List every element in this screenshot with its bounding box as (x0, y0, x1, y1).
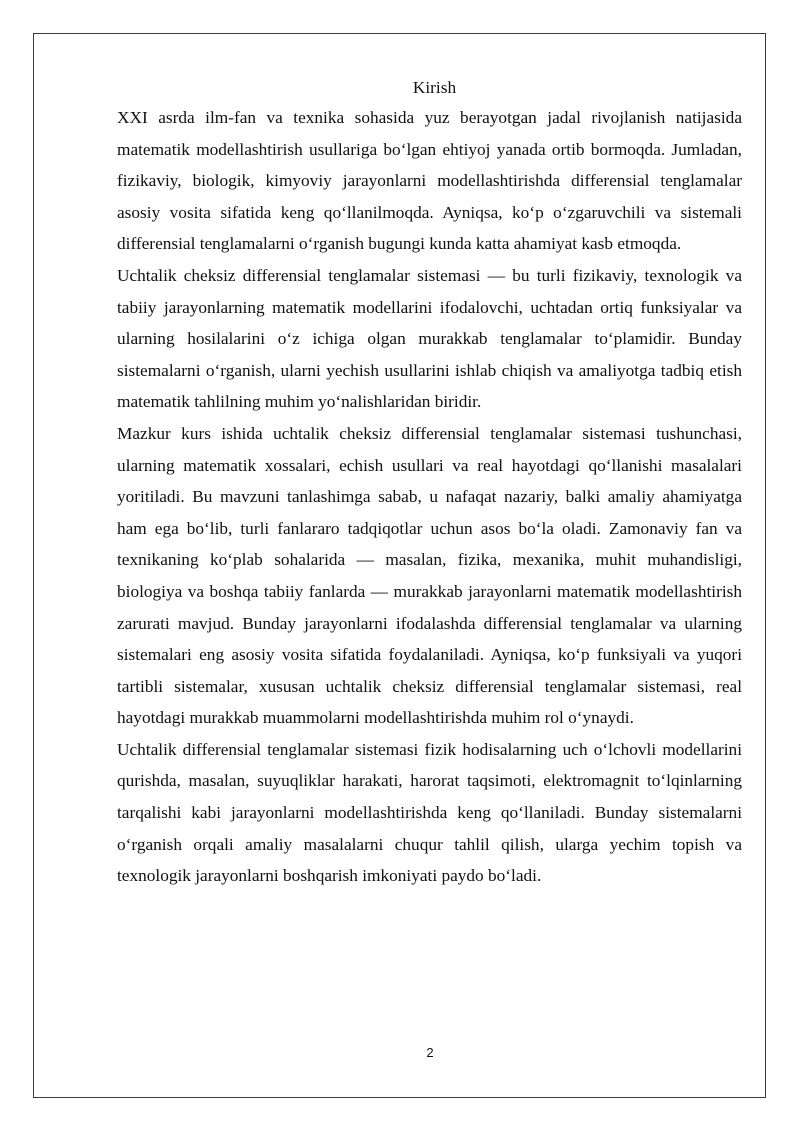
section-title: Kirish (412, 78, 457, 97)
paragraph-course-scope: Mazkur kurs ishida uchtalik cheksiz differensial tenglamalar sistemasi tushunchasi, ularning matematik xossalari, echish usullari va real hayotdagi qo‘llanishi masalalari yoritiladi. Bu mavzuni tanlashimga sabab, u nafaqat nazariy, balki amaliy ahamiyatga ham ega bo‘lib, turli fanlararo tadqiqotlar uchun asos bo‘la oladi. Zamonaviy fan va texnikaning ko‘plab sohalarida — masalan, fizika, mexanika, muhit muhandisligi, biologiya va boshqa tabiiy fanlarda — murakkab jarayonlarni matematik modellashtirish zarurati mavjud. Bunday jarayonlarni ifodalashda differensial tenglamalar va ularning sistemalari eng asosiy vosita sifatida foydalaniladi. Ayniqsa, ko‘p funksiyali va yuqori tartibli sistemalar, xususan uchtalik cheksiz differensial tenglamalar sistemasi, real hayotdagi murakkab muammolarni modellashtirishda muhim rol o‘ynaydi. (117, 423, 742, 728)
page-number: 2 (426, 1045, 434, 1060)
document-body (117, 74, 742, 892)
paragraph-intro: XXI asrda ilm-fan va texnika sohasida yuz berayotgan jadal rivojlanish natijasida matematik modellashtirish usullariga bo‘lgan ehtiyoj yanada ortib bormoqda. Jumladan, fizikaviy, biologik, kimyoviy jarayonlarni modellashtirishda differensial tenglamalar asosiy vosita sifatida keng qo‘llanilmoqda. Ayniqsa, ko‘p o‘zgaruvchili va sistemali differensial tenglamalarni o‘rganish bugungi kunda katta ahamiyat kasb etmoqda. (117, 108, 742, 254)
paragraph-definition: Uchtalik cheksiz differensial tenglamalar sistemasi — bu turli fizikaviy, texnologik va tabiiy jarayonlarning matematik modellarini ifodalovchi, uchtadan ortiq funksiyalar va ularning hosilalarini o‘z ichiga olgan murakkab tenglamalar to‘plamidir. Bunday sistemalarni o‘rganish, ularni yechish usullarini ishlab chiqish va amaliyotga tadbiq etish matematik tahlilning muhim yo‘nalishlaridan biridir. (117, 265, 742, 412)
paragraph-applications: Uchtalik differensial tenglamalar sistemasi fizik hodisalarning uch o‘lchovli modellarini qurishda, masalan, suyuqliklar harakati, harorat taqsimoti, elektromagnit to‘lqinlarning tarqalishi kabi jarayonlarni modellashtirishda keng qo‘llaniladi. Bunday sistemalarni o‘rganish orqali amaliy masalalarni chuqur tahlil qilish, ularga yechim topish va texnologik jarayonlarni boshqarish imkoniyati paydo bo‘ladi. (117, 739, 742, 886)
